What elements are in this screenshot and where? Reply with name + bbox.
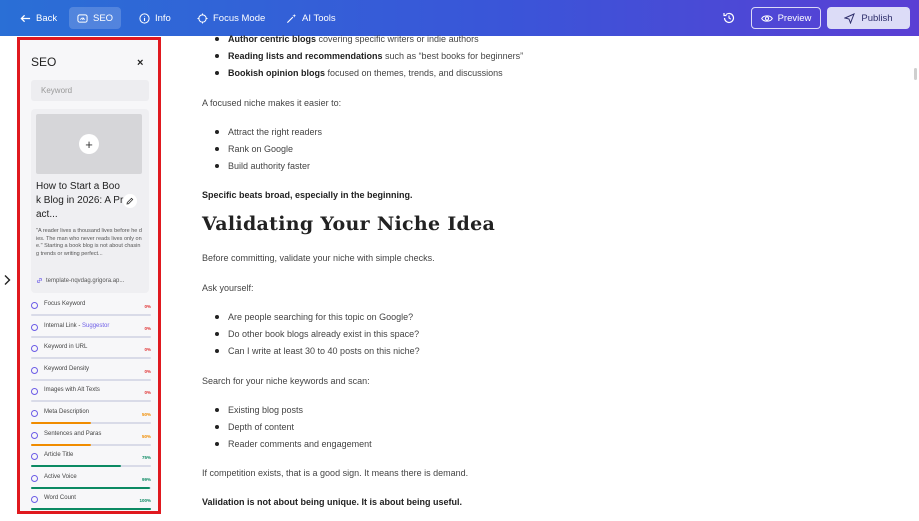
paragraph: Specific beats broad, especially in the beginning. — [202, 190, 413, 200]
seo-metric-row[interactable] — [31, 321, 151, 343]
preview-title: How to Start a Book Blog in 2026: A Pract... — [36, 181, 124, 220]
info-circle-icon — [31, 388, 38, 395]
seo-metric-progress-bar — [31, 465, 151, 467]
back-label: Back — [36, 12, 58, 24]
seo-metric-row[interactable] — [31, 472, 151, 494]
seo-metric-value: 0% — [144, 368, 151, 374]
seo-metric-value: 50% — [141, 411, 151, 417]
paragraph: If competition exists, that is a good sign. It means there is demand. — [202, 468, 469, 478]
serp-preview-card — [31, 109, 149, 293]
seo-metric-progress-bar — [31, 336, 151, 338]
back-button[interactable] — [12, 7, 65, 29]
seo-metric-value: 0% — [144, 347, 151, 353]
paragraph: Ask yourself: — [202, 283, 254, 293]
seo-metric-row[interactable] — [31, 342, 151, 364]
seo-metric-value: 0% — [144, 325, 151, 331]
seo-metric-progress-bar — [31, 357, 151, 359]
list-item: Reader comments and engagement — [228, 439, 372, 449]
seo-metric-row[interactable] — [31, 385, 151, 407]
info-tab-label: Info — [155, 12, 171, 24]
seo-metric-row[interactable] — [31, 493, 151, 514]
history-icon[interactable] — [722, 11, 736, 25]
eye-icon — [761, 14, 773, 23]
seo-metric-progress-bar — [31, 444, 151, 446]
seo-metric-progress-bar — [31, 487, 151, 489]
ai-tools-tab[interactable] — [278, 7, 344, 29]
seo-metric-value: 50% — [141, 433, 151, 439]
top-toolbar — [0, 0, 919, 36]
seo-metric-value: 100% — [139, 498, 151, 504]
preview-button[interactable] — [751, 7, 821, 29]
seo-metric-value: 99% — [141, 476, 151, 482]
seo-metric-label: Keyword in URL — [44, 344, 88, 351]
seo-tab-label: SEO — [93, 12, 114, 24]
paragraph: Search for your niche keywords and scan: — [202, 376, 370, 386]
list-item: Do other book blogs already exist in this space? — [228, 329, 420, 339]
info-circle-icon — [31, 302, 38, 309]
seo-metric-label: Article Title — [44, 452, 74, 459]
send-icon — [844, 13, 855, 24]
plus-icon[interactable]: + — [79, 134, 99, 154]
magic-wand-icon — [286, 13, 297, 24]
seo-metric-progress-bar — [31, 314, 151, 316]
seo-metric-label: Internal Link - Suggestor — [44, 322, 110, 329]
preview-url-text: template-nqvdag.grigora.ap... — [46, 277, 125, 284]
section-heading: Validating Your Niche Idea — [202, 213, 496, 235]
suggestor-link[interactable]: Suggestor — [82, 322, 110, 329]
seo-metric-progress-bar — [31, 422, 151, 424]
info-circle-icon — [31, 496, 38, 503]
info-circle-icon — [31, 345, 38, 352]
info-circle-icon — [31, 410, 38, 417]
info-tab[interactable] — [131, 7, 179, 29]
seo-metric-label: Meta Description — [44, 408, 90, 415]
list-item: Existing blog posts — [228, 405, 304, 415]
link-icon — [36, 277, 43, 284]
seo-metric-label: Images with Alt Texts — [44, 387, 100, 394]
seo-metric-value: 0% — [144, 304, 151, 309]
seo-metric-row[interactable] — [31, 364, 151, 386]
featured-image-placeholder[interactable] — [36, 114, 142, 174]
seo-metric-row[interactable] — [31, 407, 151, 429]
seo-metric-label: Sentences and Paras — [44, 430, 102, 437]
preview-label: Preview — [777, 12, 812, 24]
list-item: Can I write at least 30 to 40 posts on this niche? — [228, 346, 420, 356]
seo-metric-progress-bar — [31, 379, 151, 381]
seo-metric-value: 75% — [141, 455, 151, 461]
seo-tab[interactable] — [69, 7, 121, 29]
preview-url — [36, 277, 142, 284]
close-icon[interactable]: × — [137, 57, 144, 69]
list-item: Attract the right readers — [228, 127, 323, 137]
info-circle-icon — [31, 367, 38, 374]
chevron-right-icon — [3, 274, 11, 286]
seo-metric-value: 0% — [144, 390, 151, 396]
expand-sidebar-button[interactable] — [0, 262, 14, 298]
keyword-input[interactable]: Keyword — [31, 80, 149, 101]
seo-metrics-list — [31, 299, 151, 514]
info-circle-icon — [31, 453, 38, 460]
paragraph: A focused niche makes it easier to: — [202, 98, 342, 108]
arrow-left-icon — [20, 13, 31, 24]
gauge-icon — [77, 13, 88, 24]
publish-button[interactable] — [827, 7, 910, 29]
edit-icon[interactable] — [123, 194, 137, 208]
seo-panel-title: SEO — [31, 55, 57, 69]
seo-panel — [17, 37, 161, 514]
seo-metric-progress-bar — [31, 508, 151, 510]
seo-metric-row[interactable] — [31, 429, 151, 451]
focus-mode-label: Focus Mode — [213, 12, 266, 24]
list-item: Rank on Google — [228, 144, 294, 154]
preview-description: "A reader lives a thousand lives before he dies. The man who never reads lives only one." Starting a book blog is not about chasing trends or writing perfect... — [36, 228, 142, 257]
list-item: Reading lists and recommendations such as “best books for beginners” — [228, 51, 524, 61]
focus-mode-tab[interactable] — [189, 7, 273, 29]
info-circle-icon — [31, 324, 38, 331]
info-circle-icon — [31, 432, 38, 439]
paragraph: Validation is not about being unique. It is about being useful. — [202, 497, 463, 507]
seo-metric-label: Focus Keyword — [44, 301, 86, 307]
seo-metric-row[interactable] — [31, 299, 151, 321]
seo-metric-progress-bar — [31, 400, 151, 402]
seo-metric-label: Keyword Density — [44, 365, 90, 372]
list-item: Bookish opinion blogs focused on themes, trends, and discussions — [228, 68, 503, 78]
list-item: Build authority faster — [228, 161, 311, 171]
list-item: Are people searching for this topic on Google? — [228, 312, 414, 322]
info-circle-icon — [31, 475, 38, 482]
focus-icon — [197, 13, 208, 24]
seo-metric-row[interactable] — [31, 450, 151, 472]
paragraph: Before committing, validate your niche with simple checks. — [202, 253, 435, 263]
seo-metric-label: Word Count — [44, 495, 76, 502]
info-icon — [139, 13, 150, 24]
scrollbar-thumb[interactable] — [914, 68, 917, 80]
seo-metric-label: Active Voice — [44, 473, 77, 480]
list-item: Depth of content — [228, 422, 295, 432]
ai-tools-label: AI Tools — [302, 12, 336, 24]
list-item: Author centric blogs covering specific writers or indie authors — [228, 34, 479, 44]
publish-label: Publish — [861, 12, 893, 24]
